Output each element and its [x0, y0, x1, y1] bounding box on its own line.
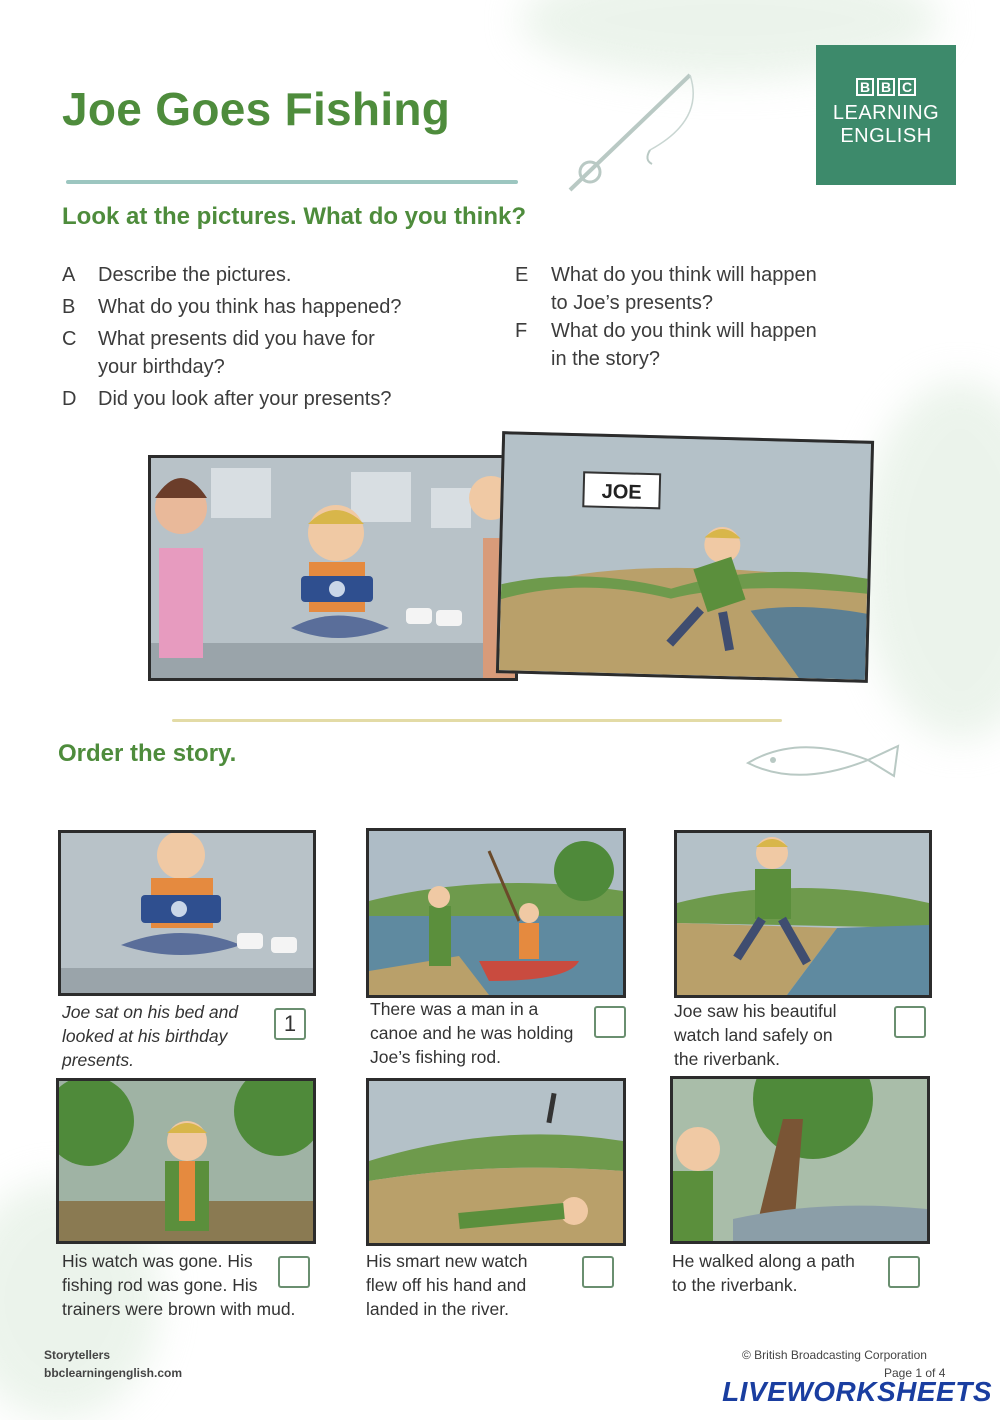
- answer-box-3[interactable]: [894, 1006, 926, 1038]
- caption-1: Joe sat on his bed and looked at his birthday presents.: [62, 1002, 239, 1070]
- caption-2: There was a man in a canoe and he was holding Joe’s fishing rod.: [370, 999, 574, 1067]
- background-wash: [860, 380, 1000, 740]
- bbc-learning-english-logo: B B C LEARNING ENGLISH: [816, 45, 956, 185]
- question-f: F What do you think will happen: [515, 320, 817, 342]
- sign-label: JOE: [601, 480, 642, 504]
- footer-copyright: © British Broadcasting Corporation: [742, 1348, 927, 1362]
- fishing-rod-sketch-icon: [540, 60, 720, 210]
- liveworksheets-watermark: LIVEWORKSHEETS: [722, 1376, 992, 1407]
- page-title: Joe Goes Fishing: [62, 83, 451, 135]
- title-underline: [66, 180, 518, 184]
- section-divider: [172, 719, 782, 722]
- illustration-joe-with-presents: [148, 455, 518, 681]
- footer-site: bbclearningenglish.com: [44, 1366, 183, 1380]
- question-e-cont: to Joe’s presents?: [551, 292, 713, 314]
- questions-left: [62, 261, 482, 413]
- answer-box-4[interactable]: [278, 1256, 310, 1288]
- caption-4: His watch was gone. His fishing rod was gone. His trainers were brown with mud.: [62, 1251, 296, 1319]
- fish-sketch-icon: [738, 738, 908, 788]
- question-c: C What presents did you have for: [62, 328, 375, 350]
- caption-6: He walked along a path to the riverbank.: [672, 1251, 855, 1295]
- question-e: E What do you think will happen: [515, 264, 817, 286]
- story-picture-6: [670, 1076, 930, 1244]
- answer-box-2[interactable]: [594, 1006, 626, 1038]
- answer-box-1[interactable]: 1: [274, 1008, 306, 1040]
- story-picture-1: [58, 830, 316, 996]
- illustration-joe-falling-on-riverbank: [496, 431, 874, 683]
- questions-right: [515, 261, 915, 373]
- story-picture-5: [366, 1078, 626, 1246]
- section-heading-questions: Look at the pictures. What do you think?: [62, 203, 527, 230]
- story-picture-2: [366, 828, 626, 998]
- footer-series: Storytellers: [44, 1348, 111, 1362]
- question-c-cont: your birthday?: [98, 356, 225, 378]
- question-b: B What do you think has happened?: [62, 296, 402, 318]
- answer-box-5[interactable]: [582, 1256, 614, 1288]
- question-f-cont: in the story?: [551, 348, 660, 370]
- answer-box-6[interactable]: [888, 1256, 920, 1288]
- question-d: D Did you look after your presents?: [62, 388, 392, 410]
- caption-3: Joe saw his beautiful watch land safely on the riverbank.: [674, 1001, 837, 1069]
- story-picture-3: [674, 830, 932, 998]
- footer-page-number: Page 1 of 4: [884, 1366, 946, 1380]
- question-a: A Describe the pictures.: [62, 264, 292, 286]
- caption-5: His smart new watch flew off his hand and landed in the river.: [366, 1251, 528, 1319]
- section-heading-order: Order the story.: [58, 740, 237, 767]
- story-picture-4: [56, 1078, 316, 1244]
